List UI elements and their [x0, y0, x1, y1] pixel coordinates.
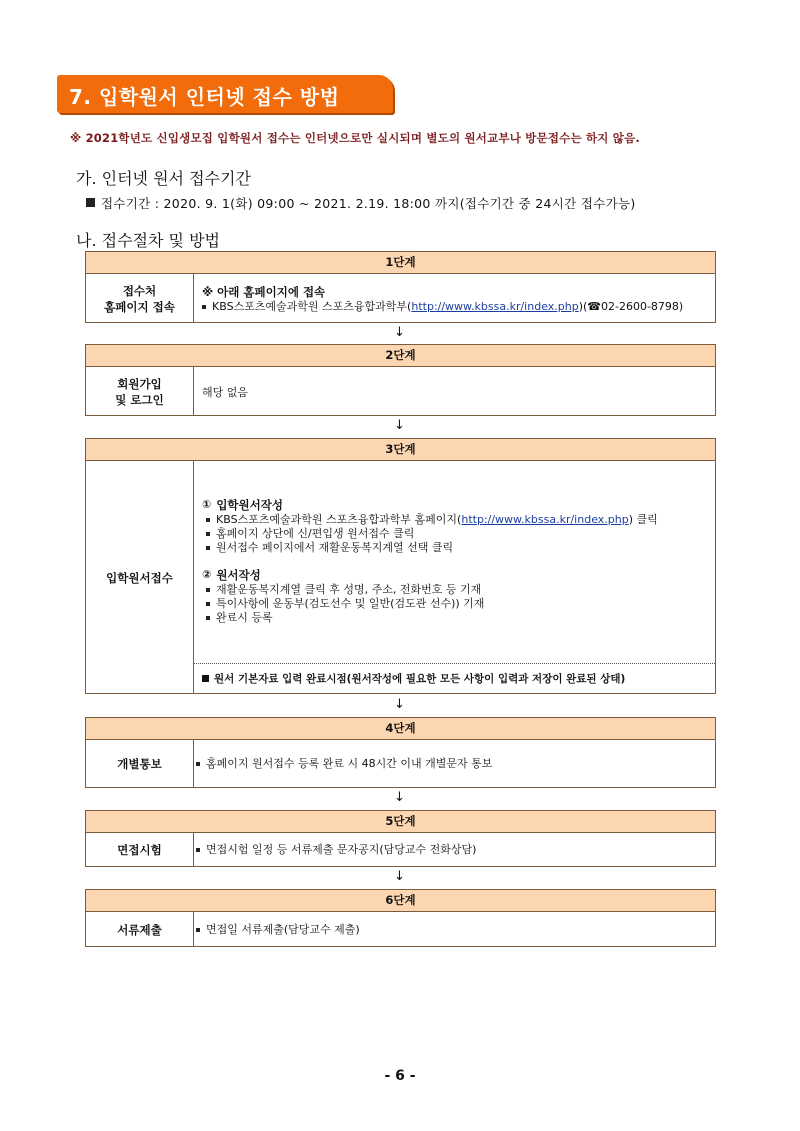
stage-1-item: [202, 300, 715, 314]
group1-item3: 원서접수 페이지에서 재활운동복지계열 선택 클릭: [216, 541, 454, 554]
circled-number-2: ②: [202, 568, 212, 581]
bullet-icon: [206, 602, 210, 606]
square-bullet-icon: [202, 675, 209, 682]
group2-item3: 완료시 등록: [216, 611, 273, 624]
stage-2-label-line2: 및 로그인: [115, 392, 164, 407]
period-heading: 가. 인터넷 원서 접수기간: [76, 169, 251, 188]
stage-3: [85, 438, 716, 694]
stage-2-head: 2단계: [86, 345, 715, 367]
stage-3-head: 3단계: [86, 439, 715, 461]
period-line: [86, 194, 636, 212]
flow-arrow-2: ↓: [394, 418, 405, 433]
stage-5-content: [194, 833, 715, 867]
stage-2-content: 해당 없음: [202, 385, 249, 399]
stage-2: [85, 344, 716, 416]
bullet-icon: [206, 616, 210, 620]
stage-6-content: [194, 912, 715, 947]
stage-1-content-title: ※ 아래 홈페이지에 접속: [202, 284, 326, 299]
procedure-heading: 나. 접수절차 및 방법: [76, 231, 220, 250]
group1-item1-pre: KBS스포츠예술과학원 스포츠융합과학부 홈페이지(: [216, 513, 462, 526]
stage-3-footnote: [194, 663, 715, 694]
stage-4: [85, 717, 716, 788]
homepage-link-2[interactable]: http://www.kbssa.kr/index.php: [461, 513, 629, 526]
bullet-icon: [196, 762, 200, 766]
stage-4-label: 개별통보: [86, 740, 194, 788]
page-number: - 6 -: [384, 1068, 416, 1084]
stage-1-label-line2: 홈페이지 접속: [104, 299, 175, 314]
bullet-icon: [202, 305, 206, 309]
stage-1-item-post: )(☎02-2600-8798): [578, 299, 684, 313]
flow-arrow-4: ↓: [394, 790, 405, 805]
group2-title: 원서작성: [216, 568, 261, 582]
flow-arrow-3: ↓: [394, 697, 405, 712]
stage-6-label: 서류제출: [86, 912, 194, 947]
stage-3-label: 입학원서접수: [86, 461, 194, 694]
bullet-icon: [196, 848, 200, 852]
stage-3-footnote-text: 원서 기본자료 입력 완료시점(원서작성에 필요한 모든 사항이 입력과 저장이 완료된 상태): [214, 673, 626, 685]
group1-item2: 홈페이지 상단에 신/편입생 원서접수 클릭: [216, 527, 415, 540]
bullet-icon: [196, 928, 200, 932]
stage-6: [85, 889, 716, 947]
group2-item1: 재활운동복지계열 클릭 후 성명, 주소, 전화번호 등 기재: [216, 583, 482, 596]
bullet-icon: [206, 546, 210, 550]
stage-6-text: 면접일 서류제출(담당교수 제출): [206, 922, 360, 936]
stage-1-content: [194, 274, 715, 323]
bullet-icon: [206, 518, 210, 522]
stage-5: [85, 810, 716, 867]
stage-1-label: [86, 274, 194, 323]
stage-3-content: [194, 461, 715, 694]
bullet-icon: [206, 588, 210, 592]
stage-2-label: [86, 367, 194, 416]
flow-arrow-5: ↓: [394, 869, 405, 884]
stage-5-head: 5단계: [86, 811, 715, 833]
bullet-icon: [206, 532, 210, 536]
stage-4-content: [194, 740, 715, 788]
group1-title: 입학원서작성: [216, 498, 283, 512]
notice-text: ※ 2021학년도 신입생모집 입학원서 접수는 인터넷으로만 실시되며 별도의 원서교부나 방문접수는 하지 않음.: [70, 131, 640, 145]
section-title-banner: [57, 75, 393, 113]
flow-arrow-1: ↓: [394, 325, 405, 340]
group2-item2: 특이사항에 운동부(검도선수 및 일반(검도관 선수)) 기재: [216, 597, 485, 610]
stage-1-head: 1단계: [86, 252, 715, 274]
stage-1-item-pre: KBS스포츠예술과학원 스포츠융합과학부(: [212, 299, 412, 313]
stage-5-text: 면접시험 일정 등 서류제출 문자공지(담당교수 전화상담): [206, 843, 477, 856]
stage-4-head: 4단계: [86, 718, 715, 740]
stage-5-label: 면접시험: [86, 833, 194, 867]
period-text: 접수기간 : 2020. 9. 1(화) 09:00 ~ 2021. 2.19. 18:00 까지(접수기간 중 24시간 접수가능): [101, 196, 636, 211]
square-bullet-icon: [86, 198, 95, 207]
group1-item1-post: ) 클릭: [628, 513, 658, 526]
stage-1: [85, 251, 716, 323]
stage-4-text: 홈페이지 원서접수 등록 완료 시 48시간 이내 개별문자 통보: [206, 757, 493, 770]
stage-1-label-line1: 접수처: [122, 283, 157, 298]
homepage-link[interactable]: http://www.kbssa.kr/index.php: [411, 299, 579, 313]
section-title: 7. 입학원서 인터넷 접수 방법: [69, 85, 340, 109]
stage-2-label-line1: 회원가입: [117, 376, 162, 391]
circled-number-1: ①: [202, 498, 212, 511]
stage-6-head: 6단계: [86, 890, 715, 912]
